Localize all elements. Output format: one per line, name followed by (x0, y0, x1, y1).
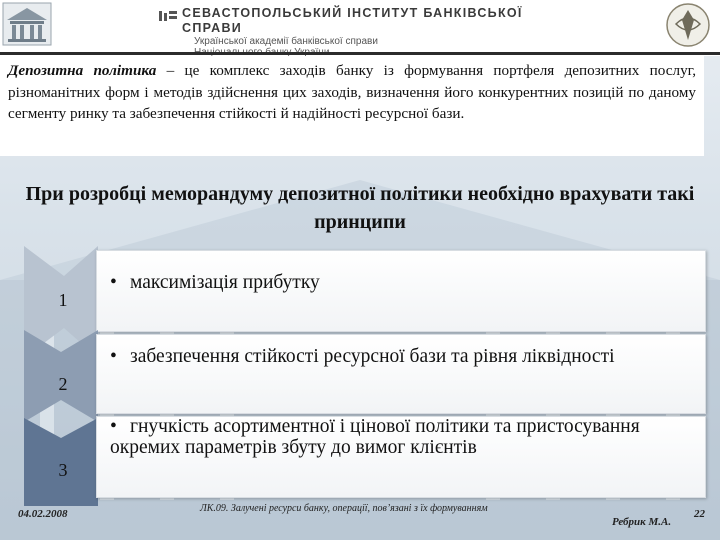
step-number-2: 2 (58, 374, 68, 394)
principle-text-1 (110, 272, 670, 293)
step-number-1: 1 (58, 290, 68, 310)
definition-text: – це комплекс заходів банку із формування портфеля депозитних послуг, різноманітних форм і методів здійснення цих заходів, визначення його конкурентних позицій по даному сегменту ринку та забезпечення стійкості й надійності ресурсної бази. (8, 62, 696, 122)
definition-box (0, 56, 704, 156)
institute-subtitle-1: Української академії банківської справи (194, 36, 378, 47)
footer-lecture-title: ЛК.09. Залучені ресурси банку, операції, пов’язані з їх формуванням (200, 503, 488, 514)
header-divider (0, 52, 720, 55)
bullet-2: • (110, 346, 117, 367)
bank-emblem-logo (664, 2, 712, 48)
institute-title: СЕВАСТОПОЛЬСЬКИЙ ІНСТИТУТ БАНКІВСЬКОЇ СПРАВИ (182, 6, 523, 35)
page-number: 22 (694, 508, 705, 520)
bullet-3: • (110, 416, 117, 437)
principle-text-3 (110, 416, 670, 458)
footer-author: Ребрик М.А. (612, 516, 672, 528)
principles-heading: При розробці меморандуму депозитної політики необхідно врахувати такі принципи (25, 183, 695, 233)
principle-label-3: гнучкість асортиментної і цінової політики та пристосування окремих параметрів збуту до вимог клієнтів (110, 416, 640, 458)
principle-label-2: забезпечення стійкості ресурсної бази та рівня ліквідності (130, 346, 615, 367)
institute-building-logo (2, 2, 52, 46)
step-number-3: 3 (58, 460, 68, 480)
principle-text-2 (110, 346, 670, 367)
footer-date: 04.02.2008 (18, 508, 68, 520)
principle-label-1: максимізація прибутку (130, 272, 320, 293)
bullet-1: • (110, 272, 117, 293)
slide-header (0, 0, 720, 56)
definition-term: Депозитна політика (8, 62, 157, 79)
